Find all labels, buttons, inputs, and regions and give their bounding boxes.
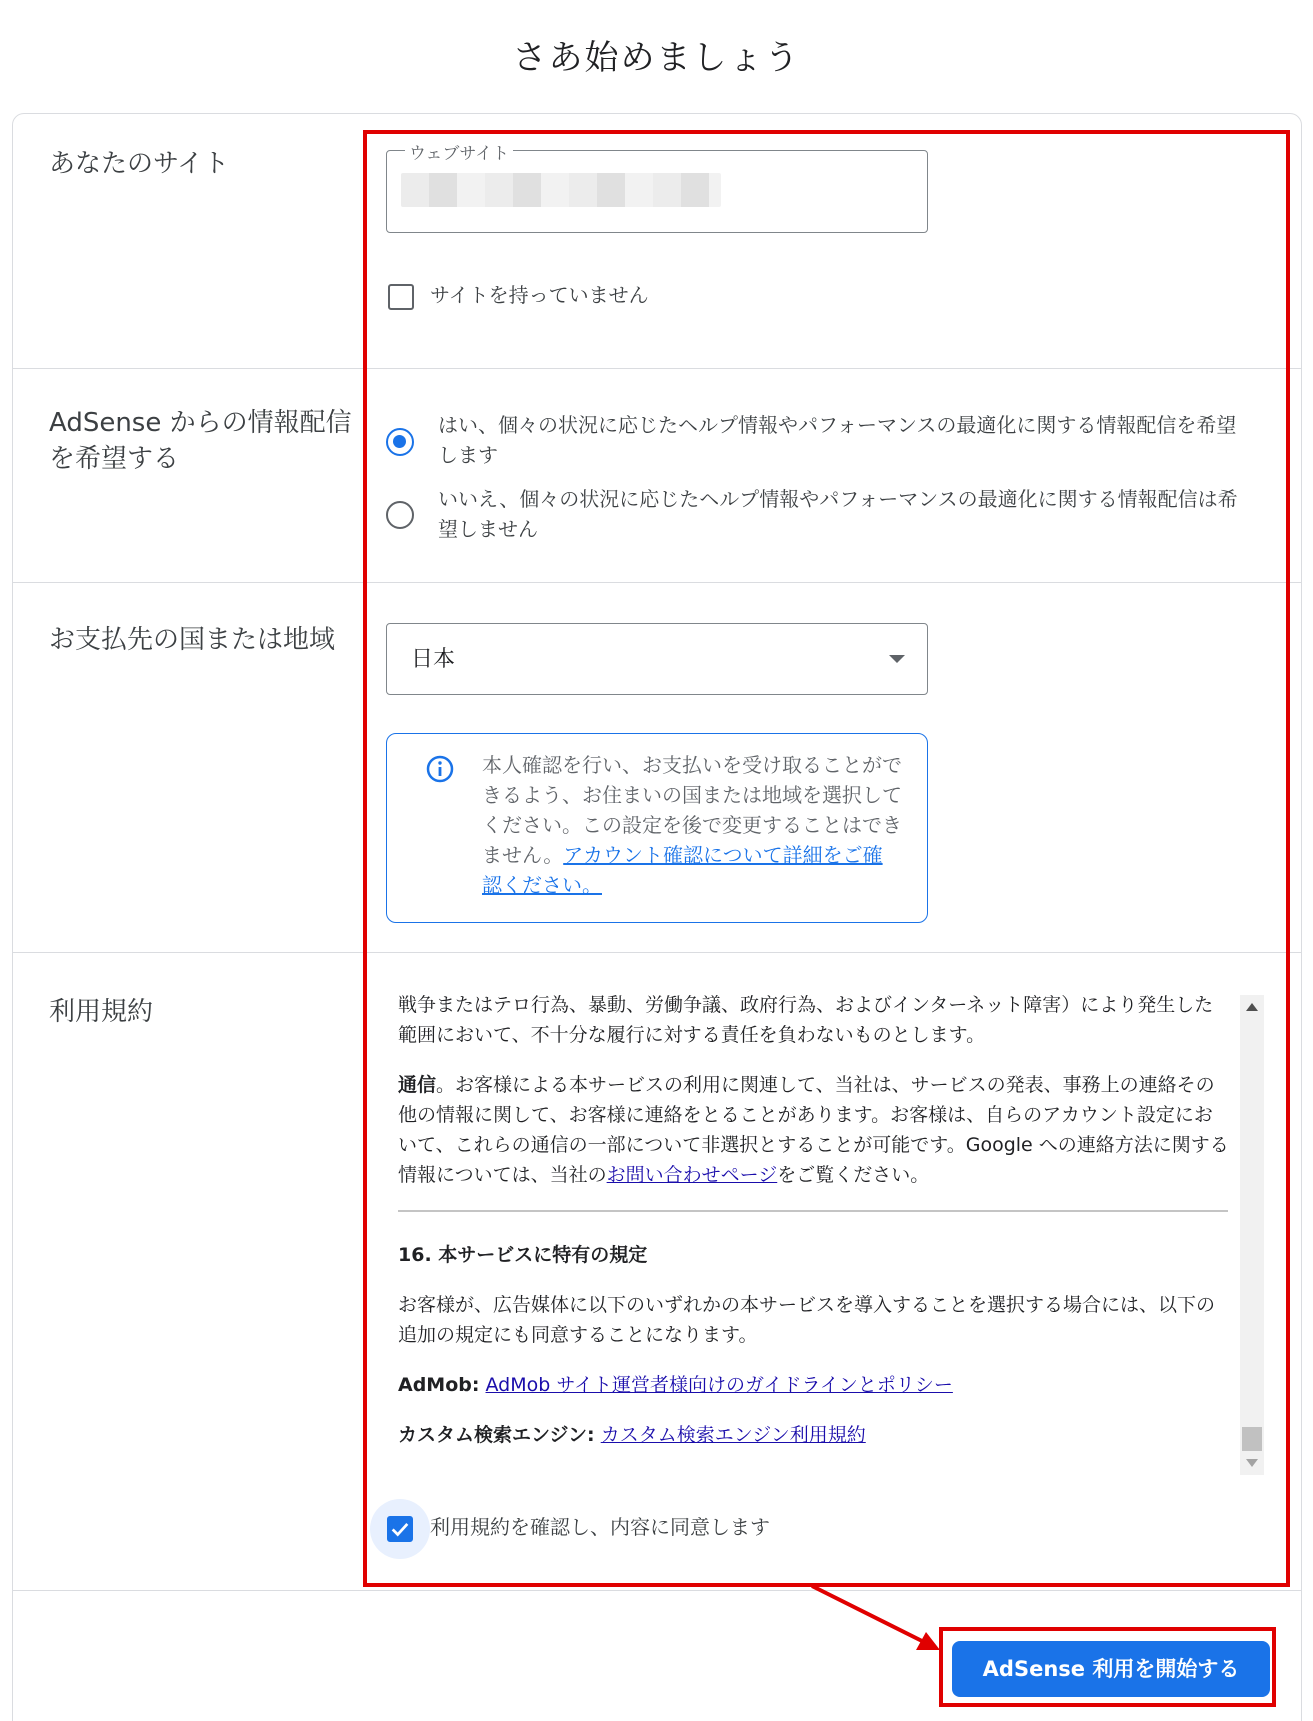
terms-section-heading: 16. 本サービスに特有の規定 — [398, 1244, 648, 1266]
cse-label: カスタム検索エンジン: — [398, 1424, 595, 1446]
terms-section-label: 利用規約 — [49, 997, 154, 1027]
updates-section-label: AdSense からの情報配信を希望する — [49, 408, 352, 474]
start-adsense-button[interactable]: AdSense 利用を開始する — [952, 1641, 1270, 1697]
site-section-label: あなたのサイト — [49, 149, 230, 179]
agree-terms-label: 利用規約を確認し、内容に同意します — [430, 1515, 770, 1539]
country-select-value: 日本 — [411, 647, 456, 672]
terms-bold-heading: 通信 — [398, 1074, 437, 1096]
updates-no-label: いいえ、個々の状況に応じたヘルプ情報やパフォーマンスの最適化に関する情報配信は希望しません — [438, 487, 1238, 541]
info-body-text: 本人確認を行い、お支払いを受け取ることができるよう、お住まいの国または地域を選択してください。この設定を後で変更することはできません。 — [482, 753, 902, 867]
page-title: さあ始めましょう — [512, 38, 801, 78]
terms-paragraph: お客様が、広告媒体に以下のいずれかの本サービスを導入することを選択する場合には、以下の追加の規定にも同意することになります。 — [398, 1294, 1216, 1346]
terms-paragraph: 戦争またはテロ行為、暴動、労働争議、政府行為、およびインターネット障害）により発生した範囲において、不十分な履行に対する責任を負わないものとします。 — [398, 994, 1214, 1046]
arrow-annotation-icon — [800, 1580, 950, 1660]
admob-policy-link[interactable]: AdMob サイト運営者様向けのガイドラインとポリシー — [485, 1374, 953, 1396]
section-divider — [13, 1590, 1301, 1591]
account-verification-link[interactable]: アカウント確認について詳細をご確認ください。 — [482, 843, 883, 897]
cse-terms-link[interactable]: カスタム検索エンジン利用規約 — [600, 1424, 866, 1446]
contact-page-link[interactable]: お問い合わせページ — [606, 1164, 778, 1186]
highlight-frame-form — [363, 130, 1290, 1587]
website-field-label: ウェブサイト — [405, 139, 513, 164]
terms-text: をご覧ください。 — [777, 1164, 930, 1186]
admob-label: AdMob: — [398, 1374, 480, 1396]
no-site-checkbox-label: サイトを持っていません — [430, 283, 649, 307]
terms-text: 。お客様による本サービスの利用に関連して、当社は、サービスの発表、事務上の連絡その他の情報に関して、お客様に連絡をとることがあります。お客様は、自らのアカウント設定において、これらの通信の一部について非選択とすることが可能です。Google への連絡方法に関する情報については、当社の — [398, 1074, 1229, 1186]
updates-yes-label: はい、個々の状況に応じたヘルプ情報やパフォーマンスの最適化に関する情報配信を希望します — [438, 413, 1237, 467]
country-section-label: お支払先の国または地域 — [49, 625, 336, 655]
